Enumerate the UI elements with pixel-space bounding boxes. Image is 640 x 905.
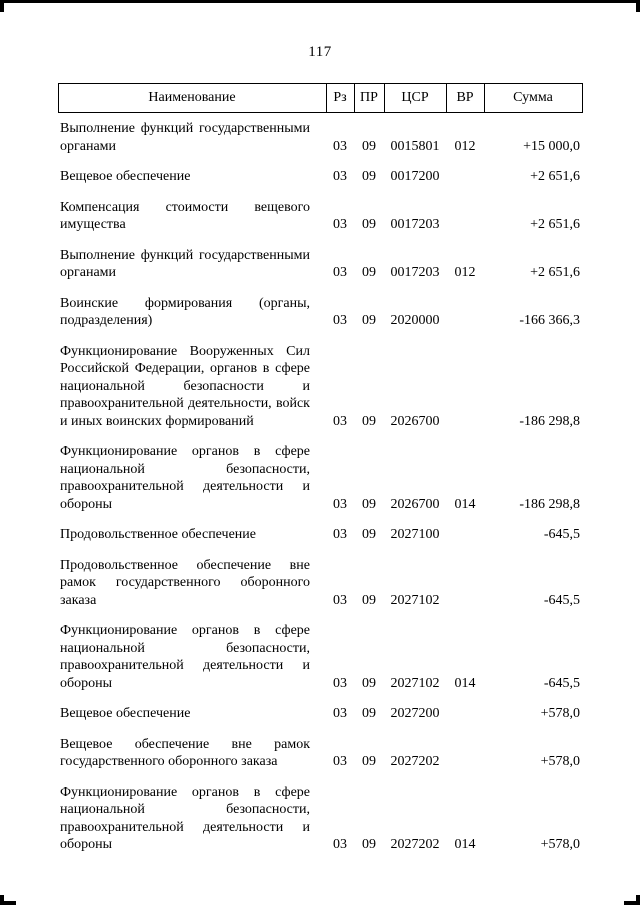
table-row (58, 240, 582, 288)
table-row (58, 288, 582, 336)
cell-csr: 2020000 (390, 313, 440, 328)
cell-vr (446, 336, 484, 437)
cell-vr (446, 698, 484, 729)
cell-csr: 0017203 (390, 265, 440, 280)
table-body (58, 113, 582, 860)
cell-sum: -186 298,8 (519, 413, 580, 429)
cell-vr (446, 288, 484, 336)
cell-pr: 09 (362, 706, 376, 721)
cell-sum: +578,0 (540, 706, 580, 721)
cell-pr: 09 (362, 217, 376, 232)
col-header-csr: ЦСР (384, 84, 446, 113)
table-row (58, 336, 582, 437)
cell-name: Вещевое обеспечение (60, 169, 191, 184)
table-row (58, 615, 582, 698)
cell-sum: -645,5 (543, 592, 580, 608)
cell-rz: 03 (333, 706, 347, 721)
cell-rz: 03 (333, 837, 347, 852)
cell-sum: +2 651,6 (530, 217, 580, 232)
cell-name: Продовольственное обеспечение вне рамок государственного оборонного заказа (60, 557, 310, 608)
cell-vr (446, 519, 484, 550)
cell-vr: 014 (454, 675, 476, 691)
cell-name: Выполнение функций государственными органами (60, 247, 310, 280)
table-row (58, 192, 582, 240)
cell-name: Функционирование Вооруженных Сил Российской Федерации, органов в сфере национальной безопасности и правоохранительной деятельности, войск и иных воинских формирований (60, 343, 310, 429)
cell-rz: 03 (333, 265, 347, 280)
cell-csr: 2027102 (390, 675, 440, 691)
cell-csr: 0017203 (390, 217, 440, 232)
cell-rz: 03 (333, 675, 347, 691)
cell-pr: 09 (362, 265, 376, 280)
cell-csr: 2026700 (390, 413, 440, 429)
budget-table (58, 83, 583, 860)
cell-rz: 03 (333, 217, 347, 232)
cell-pr: 09 (362, 138, 376, 154)
scan-artifact-bottom-left-v (0, 895, 4, 905)
scan-artifact-top-edge (0, 0, 640, 3)
cell-sum: +2 651,6 (530, 169, 580, 184)
cell-pr: 09 (362, 837, 376, 852)
cell-sum: +578,0 (540, 754, 580, 769)
table-row (58, 777, 582, 860)
cell-vr (446, 161, 484, 192)
cell-rz: 03 (333, 169, 347, 184)
cell-rz: 03 (333, 527, 347, 542)
cell-sum: -645,5 (543, 675, 580, 691)
col-header-pr: ПР (354, 84, 384, 113)
col-header-rz: Рз (326, 84, 354, 113)
cell-name: Функционирование органов в сфере национальной безопасности, правоохранительной деятельности и обороны (60, 623, 310, 691)
cell-csr: 2027102 (390, 592, 440, 608)
cell-sum: -166 366,3 (519, 313, 580, 328)
cell-vr: 014 (454, 496, 476, 512)
cell-pr: 09 (362, 592, 376, 608)
cell-sum: -186 298,8 (519, 496, 580, 512)
cell-sum: +578,0 (540, 837, 580, 852)
col-header-name: Наименование (58, 84, 326, 113)
scan-artifact-top-right (636, 0, 640, 12)
page-number: 117 (308, 44, 332, 60)
col-header-sum: Сумма (484, 84, 582, 113)
cell-sum: +2 651,6 (530, 265, 580, 280)
cell-rz: 03 (333, 496, 347, 512)
cell-csr: 2027200 (390, 706, 440, 721)
cell-rz: 03 (333, 138, 347, 154)
cell-rz: 03 (333, 413, 347, 429)
table-row (58, 519, 582, 550)
cell-sum: +15 000,0 (523, 138, 580, 154)
cell-csr: 2027202 (390, 837, 440, 852)
cell-vr (446, 550, 484, 616)
col-header-vr: ВР (446, 84, 484, 113)
scan-artifact-bottom-right-v (636, 895, 640, 905)
scan-artifact-top-left (0, 0, 4, 12)
cell-pr: 09 (362, 413, 376, 429)
table-row (58, 436, 582, 519)
cell-pr: 09 (362, 313, 376, 328)
table-row (58, 698, 582, 729)
cell-csr: 2027100 (390, 527, 440, 542)
cell-rz: 03 (333, 754, 347, 769)
cell-name: Компенсация стоимости вещевого имущества (60, 199, 310, 232)
cell-sum: -645,5 (543, 527, 580, 542)
table-row (58, 113, 582, 162)
cell-pr: 09 (362, 169, 376, 184)
cell-pr: 09 (362, 496, 376, 512)
cell-vr: 014 (454, 837, 476, 852)
cell-pr: 09 (362, 527, 376, 542)
cell-csr: 0017200 (390, 169, 440, 184)
cell-pr: 09 (362, 675, 376, 691)
cell-rz: 03 (333, 592, 347, 608)
table-row (58, 161, 582, 192)
table-row (58, 729, 582, 777)
table-row (58, 550, 582, 616)
cell-name: Вещевое обеспечение вне рамок государственного оборонного заказа (60, 736, 310, 769)
cell-csr: 2027202 (390, 754, 440, 769)
table-header-row (58, 84, 582, 113)
cell-vr (446, 192, 484, 240)
cell-csr: 0015801 (390, 138, 440, 154)
cell-vr (446, 729, 484, 777)
cell-pr: 09 (362, 754, 376, 769)
cell-name: Выполнение функций государственными органами (60, 121, 310, 154)
cell-rz: 03 (333, 313, 347, 328)
cell-vr: 012 (454, 265, 476, 280)
cell-name: Функционирование органов в сфере национальной безопасности, правоохранительной деятельности и обороны (60, 784, 310, 852)
cell-csr: 2026700 (390, 496, 440, 512)
cell-name: Воинские формирования (органы, подразделения) (60, 295, 310, 328)
cell-vr: 012 (454, 138, 476, 154)
cell-name: Вещевое обеспечение (60, 706, 191, 721)
cell-name: Функционирование органов в сфере национальной безопасности, правоохранительной деятельности и обороны (60, 444, 310, 512)
cell-name: Продовольственное обеспечение (60, 527, 256, 542)
